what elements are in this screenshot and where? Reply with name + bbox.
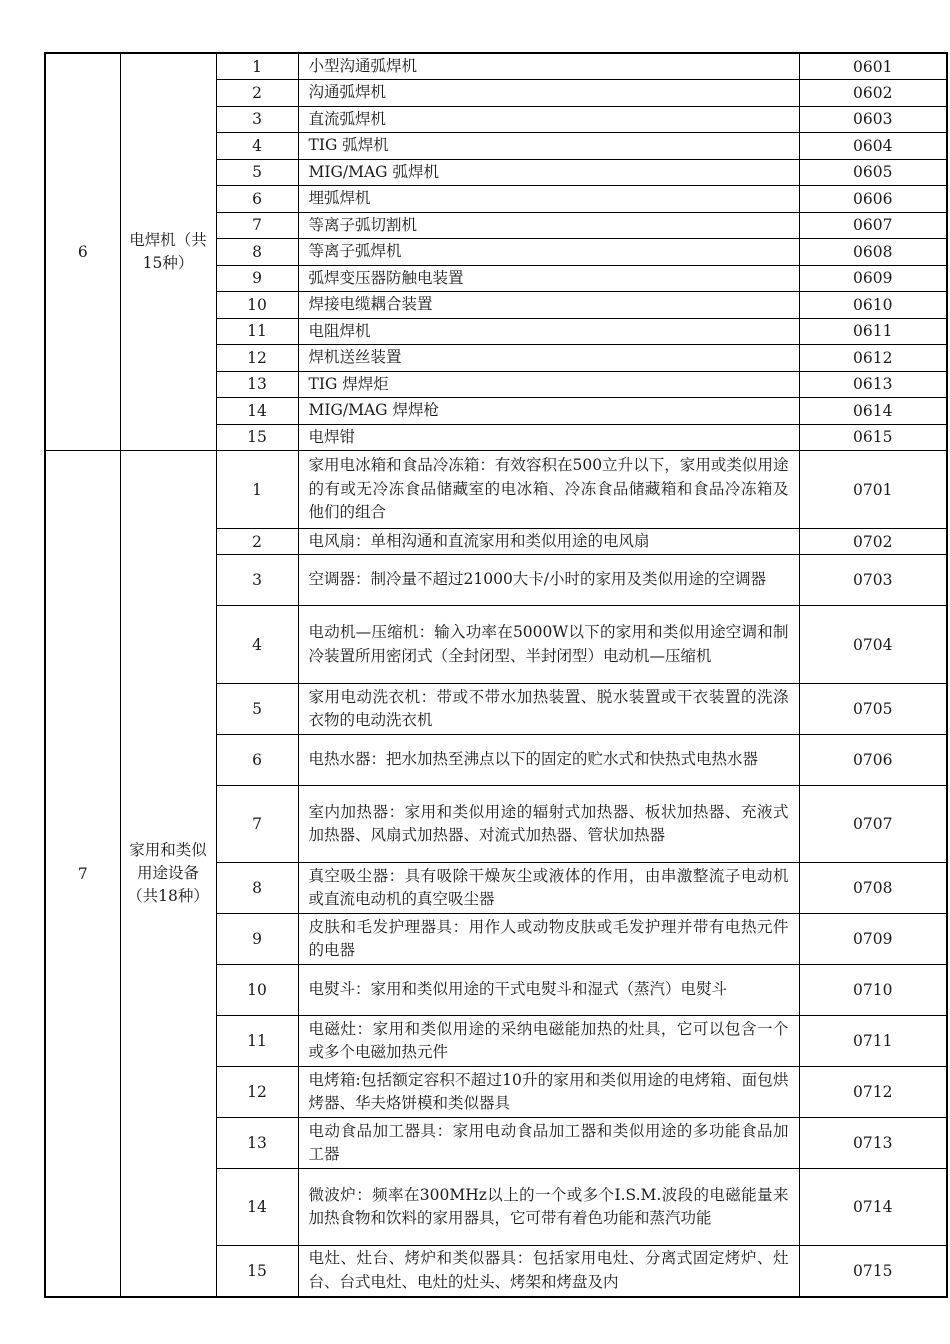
item-code: 0613 bbox=[799, 371, 947, 398]
item-number: 15 bbox=[216, 1246, 298, 1298]
item-name: 沟通弧焊机 bbox=[298, 80, 799, 107]
item-code: 0608 bbox=[799, 239, 947, 266]
item-number: 13 bbox=[216, 1118, 298, 1169]
item-number: 3 bbox=[216, 106, 298, 133]
item-name: 家用电冰箱和食品冷冻箱：有效容积在500立升以下，家用或类似用途的有或无冷冻食品储藏室的电冰箱、冷冻食品储藏箱和食品冷冻箱及他们的组合 bbox=[298, 451, 799, 529]
item-code: 0711 bbox=[799, 1016, 947, 1067]
item-number: 7 bbox=[216, 786, 298, 863]
item-code: 0709 bbox=[799, 914, 947, 965]
item-number: 10 bbox=[216, 965, 298, 1016]
item-number: 5 bbox=[216, 684, 298, 735]
item-name: 家用电动洗衣机：带或不带水加热装置、脱水装置或干衣装置的洗涤衣物的电动洗衣机 bbox=[298, 684, 799, 735]
item-code: 0706 bbox=[799, 735, 947, 786]
item-number: 11 bbox=[216, 1016, 298, 1067]
item-name: 电阻焊机 bbox=[298, 318, 799, 345]
item-name: 电熨斗：家用和类似用途的干式电熨斗和湿式（蒸汽）电熨斗 bbox=[298, 965, 799, 1016]
item-code: 0703 bbox=[799, 555, 947, 606]
item-code: 0707 bbox=[799, 786, 947, 863]
item-code: 0607 bbox=[799, 212, 947, 239]
item-code: 0604 bbox=[799, 133, 947, 160]
item-number: 12 bbox=[216, 1067, 298, 1118]
item-name: 空调器：制冷量不超过21000大卡/小时的家用及类似用途的空调器 bbox=[298, 555, 799, 606]
item-number: 14 bbox=[216, 398, 298, 425]
item-code: 0611 bbox=[799, 318, 947, 345]
item-name: 真空吸尘器：具有吸除干燥灰尘或液体的作用，由串激整流子电动机或直流电动机的真空吸尘器 bbox=[298, 863, 799, 914]
item-name bbox=[298, 1246, 799, 1298]
item-name: 等离子弧焊机 bbox=[298, 239, 799, 266]
table-row bbox=[45, 451, 947, 529]
item-number: 9 bbox=[216, 914, 298, 965]
item-name: TIG 焊焊炬 bbox=[298, 371, 799, 398]
item-number: 3 bbox=[216, 555, 298, 606]
item-name: 直流弧焊机 bbox=[298, 106, 799, 133]
item-code: 0609 bbox=[799, 265, 947, 292]
item-code: 0712 bbox=[799, 1067, 947, 1118]
item-name: 微波炉：频率在300MHz以上的一个或多个I.S.M.波段的电磁能量来加热食物和饮料的家用器具，它可带有着色功能和蒸汽功能 bbox=[298, 1169, 799, 1246]
item-name: 电烤箱:包括额定容积不超过10升的家用和类似用途的电烤箱、面包烘烤器、华夫烙饼模和类似器具 bbox=[298, 1067, 799, 1118]
item-number: 8 bbox=[216, 863, 298, 914]
item-number: 8 bbox=[216, 239, 298, 266]
item-name: 等离子弧切割机 bbox=[298, 212, 799, 239]
item-name: 焊接电缆耦合装置 bbox=[298, 292, 799, 319]
item-number: 7 bbox=[216, 212, 298, 239]
item-number: 13 bbox=[216, 371, 298, 398]
item-name: 电热水器：把水加热至沸点以下的固定的贮水式和快热式电热水器 bbox=[298, 735, 799, 786]
group-number: 7 bbox=[45, 451, 120, 1298]
item-number: 2 bbox=[216, 529, 298, 555]
item-code: 0614 bbox=[799, 398, 947, 425]
item-number: 5 bbox=[216, 159, 298, 186]
item-code: 0701 bbox=[799, 451, 947, 529]
item-code: 0610 bbox=[799, 292, 947, 319]
item-code: 0704 bbox=[799, 606, 947, 684]
item-name: 皮肤和毛发护理器具：用作人或动物皮肤或毛发护理并带有电热元件的电器 bbox=[298, 914, 799, 965]
item-code: 0603 bbox=[799, 106, 947, 133]
item-name: 焊机送丝装置 bbox=[298, 345, 799, 372]
item-name: 电动机—压缩机：输入功率在5000W以下的家用和类似用途空调和制冷装置所用密闭式（全封闭型、半封闭型）电动机—压缩机 bbox=[298, 606, 799, 684]
item-number: 14 bbox=[216, 1169, 298, 1246]
table-row bbox=[45, 53, 947, 80]
item-name: 电风扇：单相沟通和直流家用和类似用途的电风扇 bbox=[298, 529, 799, 555]
item-code: 0612 bbox=[799, 345, 947, 372]
item-number: 4 bbox=[216, 133, 298, 160]
item-name: 电焊钳 bbox=[298, 424, 799, 451]
item-code: 0702 bbox=[799, 529, 947, 555]
item-number: 6 bbox=[216, 186, 298, 213]
item-number: 12 bbox=[216, 345, 298, 372]
item-name: 室内加热器：家用和类似用途的辐射式加热器、板状加热器、充液式加热器、风扇式加热器、对流式加热器、管状加热器 bbox=[298, 786, 799, 863]
item-number: 6 bbox=[216, 735, 298, 786]
group-category: 家用和类似用途设备（共18种） bbox=[120, 451, 216, 1298]
item-number: 15 bbox=[216, 424, 298, 451]
item-code: 0605 bbox=[799, 159, 947, 186]
item-name: MIG/MAG 焊焊枪 bbox=[298, 398, 799, 425]
item-name: 弧焊变压器防触电装置 bbox=[298, 265, 799, 292]
item-name-text: 电灶、灶台、烤炉和类似器具：包括家用电灶、分离式固定烤炉、灶台、台式电灶、电灶的灶头、烤架和烤盘及内 bbox=[308, 1249, 789, 1291]
item-name: TIG 弧焊机 bbox=[298, 133, 799, 160]
item-number: 10 bbox=[216, 292, 298, 319]
item-number: 1 bbox=[216, 53, 298, 80]
item-code: 0602 bbox=[799, 80, 947, 107]
item-name: 电磁灶：家用和类似用途的采纳电磁能加热的灶具，它可以包含一个或多个电磁加热元件 bbox=[298, 1016, 799, 1067]
product-catalog-table bbox=[44, 52, 948, 1298]
item-code: 0615 bbox=[799, 424, 947, 451]
item-code: 0714 bbox=[799, 1169, 947, 1246]
item-name: 埋弧焊机 bbox=[298, 186, 799, 213]
item-number: 11 bbox=[216, 318, 298, 345]
item-code: 0606 bbox=[799, 186, 947, 213]
item-number: 2 bbox=[216, 80, 298, 107]
group-number: 6 bbox=[45, 53, 120, 451]
item-number: 9 bbox=[216, 265, 298, 292]
item-number: 4 bbox=[216, 606, 298, 684]
item-number: 1 bbox=[216, 451, 298, 529]
item-name: 电动食品加工器具：家用电动食品加工器和类似用途的多功能食品加工器 bbox=[298, 1118, 799, 1169]
item-code: 0713 bbox=[799, 1118, 947, 1169]
group-category: 电焊机（共15种） bbox=[120, 53, 216, 451]
item-name: 小型沟通弧焊机 bbox=[298, 53, 799, 80]
item-code: 0715 bbox=[799, 1246, 947, 1298]
item-code: 0601 bbox=[799, 53, 947, 80]
item-code: 0708 bbox=[799, 863, 947, 914]
item-name: MIG/MAG 弧焊机 bbox=[298, 159, 799, 186]
item-code: 0705 bbox=[799, 684, 947, 735]
item-code: 0710 bbox=[799, 965, 947, 1016]
